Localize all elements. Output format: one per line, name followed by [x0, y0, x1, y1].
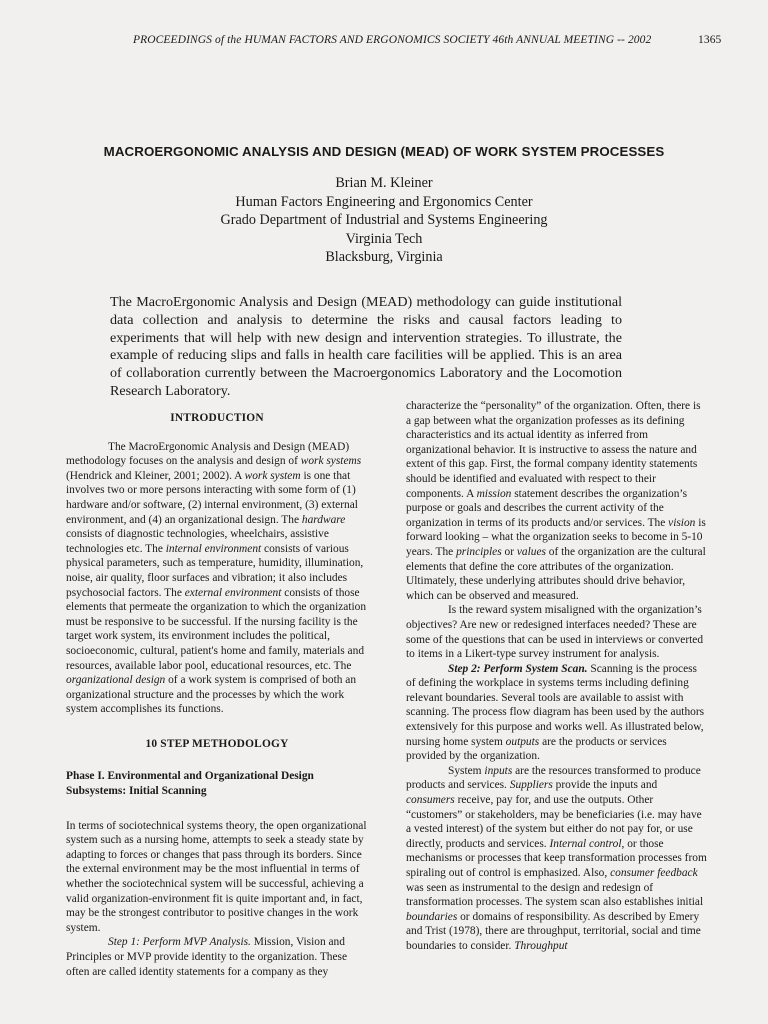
text-run: Scanning is the process of defining the workplace in systems terms including defining relevant boundaries. Several tools are available to assist with scanning. The process flow diagram has been used by the authors extensively for this purpose and works well. As illustrated below, nursing home system: [406, 662, 705, 748]
text-run: is one that involves two or more persons interacting with some form of (1) hardware and/or software, (2) internal environment, (3) external environment, and (4) an organizational design. The: [66, 469, 358, 526]
emphasis-text: Suppliers: [509, 779, 553, 792]
emphasis-text: consumer feedback: [610, 867, 698, 879]
reward-paragraph: Is the reward system misaligned with the organization’s objectives? Are new or redesigned interfaces needed? These are some of the questions that can be used in interviews or converted to items in a Likert-type survey instrument for analysis.: [406, 604, 704, 661]
emphasis-text: [448, 663, 588, 675]
phase-paragraph: In terms of sociotechnical systems theory, the open organizational system such as a nursing home, attempts to seek a steady state by adapting to forces or changes that pass through its borders. Since the external environment may be the most influential in terms of whether the sociotechnical system will be successful, achieving a valid organization-environment fit is quite important and, in fact, may be the strongest contributor to positive changes in the work system.: [66, 819, 367, 934]
affiliation-line: Blacksburg, Virginia: [325, 249, 443, 265]
emphasis-text: boundaries: [406, 910, 458, 923]
text-run: characterize the “personality” of the organization. Often, there is a gap between what the organization professes as its defining characteristics and its actual identity as inferred from organizational behavior. It is instructive to assess the nature and extent of this gap. First, the formal company identity statements should be identified and evaluated with respect to their components. A: [406, 400, 701, 500]
text-run: statement describes the organization’s purpose or goals and describes the current activity of the organization in terms of its products and/or services. The: [406, 487, 688, 529]
emphasis-text: external environment: [184, 586, 282, 599]
emphasis-text: Step 2: Perform System Scan.: [448, 662, 588, 675]
text-run: are the resources transformed to produce products and services.: [406, 764, 701, 792]
abstract: [110, 294, 622, 401]
text-run: The MacroErgonomic Analysis and Design (MEAD) methodology focuses on the analysis and design of: [66, 440, 350, 468]
text-run: provide the inputs and: [552, 779, 658, 792]
emphasis-text: values: [516, 545, 546, 558]
paper-title: MACROERGONOMIC ANALYSIS AND DESIGN (MEAD) OF WORK SYSTEM PROCESSES: [103, 144, 665, 159]
step2-paragraph: [406, 662, 708, 764]
affiliation-line: Human Factors Engineering and Ergonomics Center: [235, 193, 533, 210]
emphasis-text: Step 1: Perform MVP Analysis.: [108, 936, 251, 949]
emphasis-text: inputs: [484, 764, 513, 777]
text-run: consists of various physical parameters, such as temperature, humidity, illumination, noise, air quality, floor surfaces and vibration; it also includes psychosocial factors. The: [66, 542, 364, 599]
text-run: of the organization are the cultural elements that define the core attributes of the organization. Ultimately, these underlying attributes should drive behavior, which can be observed and measured.: [406, 545, 706, 602]
emphasis-text: work system: [244, 469, 301, 482]
text-run: receive, pay for, and use the outputs. Other “customers” or stakeholders, may be beneficiaries (i.e. may have a vested interest) of the system but either do not pay for, or use directly, products and services.: [406, 794, 702, 850]
text-run: of a work system is comprised of both an organizational structure and the processes by which the work system accomplishes its functions.: [66, 674, 357, 716]
affiliation-line: Virginia Tech: [345, 230, 423, 247]
text-run: are the products or services provided by the organization.: [406, 735, 667, 763]
emphasis-text: vision: [668, 516, 696, 529]
emphasis-text: work systems: [300, 455, 362, 468]
emphasis-text: outputs: [505, 735, 540, 748]
emphasis-text: Internal control: [549, 837, 622, 850]
page-number: 1365: [698, 34, 722, 46]
author-name: Brian M. Kleiner: [335, 175, 433, 191]
author-block: [0, 174, 768, 267]
abstract-text: The MacroErgonomic Analysis and Design (MEAD) methodology can guide institutional data collection and analysis to determine the risks and causal factors leading to experiments that will help with new design and intervention strategies. To illustrate, the example of reducing slips and falls in health care facilities will be applied. This is an area of collaboration currently between the Macroergonomics Laboratory and the Locomotion Research Laboratory.: [110, 294, 622, 399]
emphasis-text: internal environment: [165, 542, 262, 555]
emphasis-text: principles: [456, 545, 502, 558]
intro-paragraph: [66, 440, 368, 717]
methodology-heading: 10 STEP METHODOLOGY: [145, 737, 289, 750]
phase-heading: Phase I. Environmental and Organizational Design Subsystems: Initial Scanning: [66, 770, 314, 798]
text-run: consists of diagnostic technologies, wheelchairs, assistive technologies etc. The: [66, 528, 329, 555]
right-column: [406, 399, 708, 954]
affiliation-line: Grado Department of Industrial and Systems Engineering: [220, 212, 548, 228]
text-run: (Hendrick and Kleiner, 2001; 2002). A: [66, 469, 245, 482]
text-run: or: [501, 545, 517, 558]
text-run: was seen as instrumental to the design and redesign of transformation processes. The system scan also establishes initial: [406, 881, 704, 909]
text-run: consists of those elements that permeate the organization to which the organization must be responsive to be successful. If the nursing facility is the target work system, its environment includes the political, socioeconomic, cultural, patient's home and family, materials and resources, available labor pool, educational resources, etc. The: [66, 586, 367, 672]
conference-title: PROCEEDINGS of the HUMAN FACTORS AND ERGONOMICS SOCIETY 46th ANNUAL MEETING -- 2002: [133, 34, 652, 46]
inputs-paragraph: [406, 764, 708, 954]
emphasis-text: hardware: [301, 513, 346, 526]
emphasis-text: organizational design: [66, 674, 166, 687]
introduction-heading: INTRODUCTION: [170, 412, 264, 424]
left-column: [66, 411, 368, 979]
text-run: Mission, Vision and Principles or MVP provide identity to the organization. These often are called identity statements for a company as they: [66, 936, 348, 978]
step1-paragraph: [66, 935, 368, 979]
emphasis-text: mission: [476, 487, 512, 500]
mvp-paragraph: [406, 399, 708, 603]
emphasis-text: Throughput: [514, 939, 568, 952]
text-run: , or those mechanisms or processes that keep transformation processes from spiraling out of control is emphasized. Also,: [406, 837, 707, 879]
text-run: System: [448, 764, 485, 777]
text-run: is forward looking – what the organization seeks to become in 5-10 years. The: [406, 516, 706, 558]
text-run: or domains of responsibility. As described by Emery and Trist (1978), there are throughput, territorial, social and time boundaries to consider.: [406, 910, 701, 952]
emphasis-text: consumers: [406, 794, 455, 807]
